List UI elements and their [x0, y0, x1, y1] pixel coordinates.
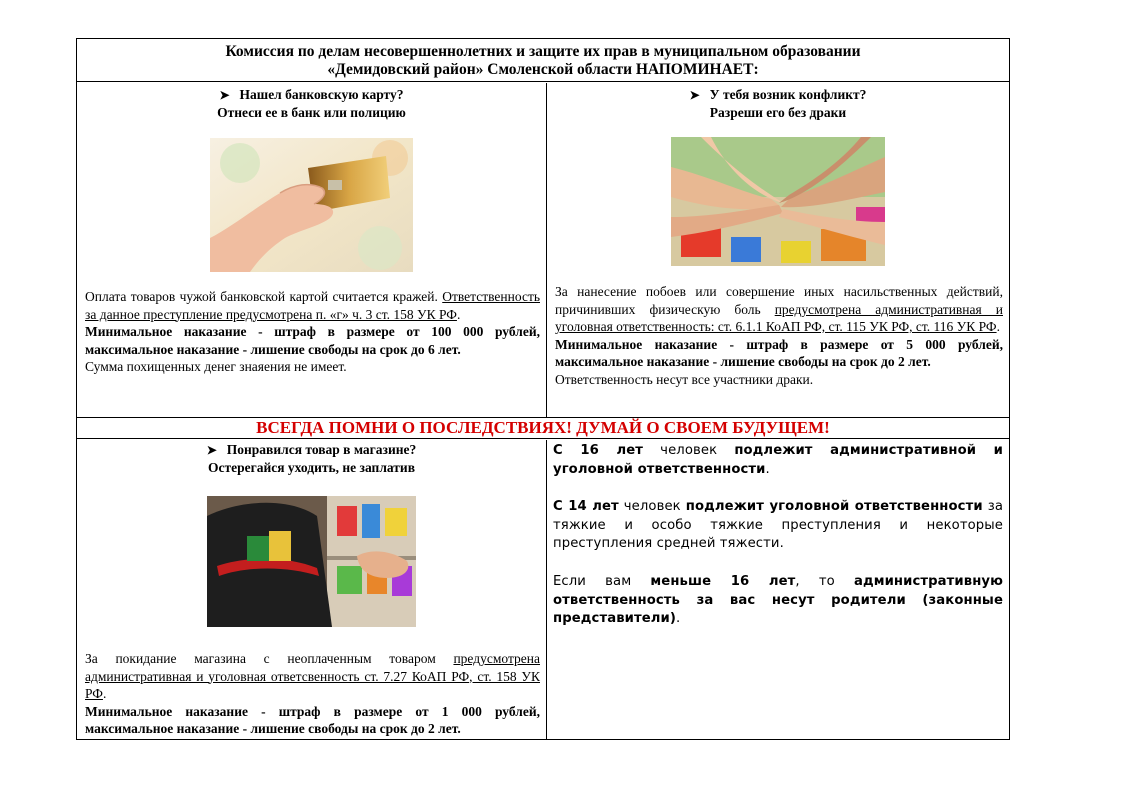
- conflict-period: .: [996, 319, 1000, 334]
- bank-card-section: [77, 83, 546, 418]
- bank-card-text: [85, 288, 540, 376]
- age-16-person: человек: [643, 443, 735, 458]
- age-14-paragraph: [553, 498, 1003, 554]
- shoplifting-statement: За покидание магазина с неоплаченным товаром: [85, 651, 454, 666]
- bank-card-note: Сумма похищенных денег знаяения не имеет.: [85, 359, 347, 374]
- conflict-question: У тебя возник конфликт?: [709, 87, 867, 102]
- age-16: С 16 лет: [553, 443, 644, 458]
- age-info-section: [547, 440, 1009, 740]
- shoplifting-period: .: [102, 686, 107, 701]
- age-info-text: [553, 442, 1003, 648]
- shoplifting-question: Понравился товар в магазине?: [226, 442, 417, 457]
- shoplifting-section: [77, 440, 546, 740]
- bank-card-heading: [77, 83, 546, 121]
- bank-card-penalty: Минимальное наказание - штраф в размере от 100 000 рублей, максимальное наказание - лишение свободы на срок до 6 лет.: [85, 324, 540, 357]
- under-16-paragraph: [553, 573, 1003, 629]
- shoplifting-text: [85, 650, 540, 738]
- age-14-liability: подлежит уголовной ответственности: [685, 499, 983, 515]
- poster-title: [77, 39, 1009, 82]
- parents-liability: административную ответственность за вас несут родители (законные представители): [553, 573, 1004, 627]
- age-14-crimes: за тяжкие и особо тяжкие преступления и некоторые преступления средней тяжести.: [553, 499, 1003, 552]
- title-line-2: «Демидовский район» Смоленской области НАПОМИНАЕТ:: [327, 61, 759, 78]
- age-14-person: человек: [618, 499, 686, 515]
- under-16-prefix: Если вам: [553, 573, 651, 589]
- conflict-text: [555, 283, 1003, 388]
- shoplifting-law: предусмотрена административная и уголовная ответсвенность ст. 7.27 КоАП РФ, ст. 158 УК РФ: [85, 651, 540, 701]
- arrow-bullet-icon: ➤: [219, 88, 230, 102]
- conflict-advice: Разреши его без драки: [709, 105, 847, 120]
- shoplifting-advice: Остерегайся уходить, не заплатив: [207, 460, 415, 475]
- bank-card-statement: Оплата товаров чужой банковской картой считается кражей.: [85, 289, 443, 304]
- shoplifting-photo: [207, 496, 416, 627]
- age-16-period: .: [765, 461, 770, 477]
- conflict-penalty: Минимальное наказание - штраф в размере от 5 000 рублей, максимальное наказание - лишение свободы на срок до 2 лет.: [555, 336, 1003, 369]
- poster-table: [76, 38, 1010, 740]
- age-14: С 14 лет: [553, 499, 619, 515]
- bank-card-photo: [210, 138, 413, 272]
- hands-together-photo: [671, 137, 885, 266]
- under-16: меньше 16 лет: [650, 573, 796, 589]
- bank-card-law: Ответственность за данное преступление предусмотрена п. «г» ч. 3 ст. 158 УК РФ: [85, 289, 540, 322]
- slogan: ВСЕГДА ПОМНИ О ПОСЛЕДСТВИЯХ! ДУМАЙ О СВОЕМ БУДУЩЕМ!: [77, 418, 1009, 439]
- conflict-law: предусмотрена административная и уголовная ответственность: ст. 6.1.1 КоАП РФ, ст. 115 УК РФ, ст. 116 УК РФ: [555, 301, 1003, 334]
- age-16-liability: подлежит административной и уголовной ответственности: [553, 443, 1003, 477]
- arrow-bullet-icon: ➤: [206, 443, 217, 457]
- title-line-1: Комиссия по делам несовершеннолетних и защите их прав в муниципальном образовании: [225, 43, 861, 60]
- shoplifting-heading: [77, 440, 546, 476]
- bank-card-question: Нашел банковскую карту?: [239, 87, 404, 102]
- arrow-bullet-icon: ➤: [689, 88, 700, 102]
- under-16-period: .: [676, 611, 681, 627]
- conflict-statement: За нанесение побоев или совершение иных насильственных действий, причинивших физическую боль: [555, 284, 1003, 317]
- bank-card-advice: Отнеси ее в банк или полицию: [217, 105, 406, 120]
- under-16-then: , то: [795, 573, 854, 589]
- bank-card-period: .: [456, 306, 461, 322]
- shoplifting-penalty: Минимальное наказание - штраф в размере от 1 000 рублей, максимальное наказание - лишение свободы на срок до 2 лет.: [85, 703, 540, 736]
- conflict-section: [547, 83, 1009, 418]
- conflict-heading: [547, 83, 1009, 121]
- age-16-paragraph: [553, 442, 1003, 479]
- conflict-note: Ответственность несут все участники драки.: [555, 371, 814, 387]
